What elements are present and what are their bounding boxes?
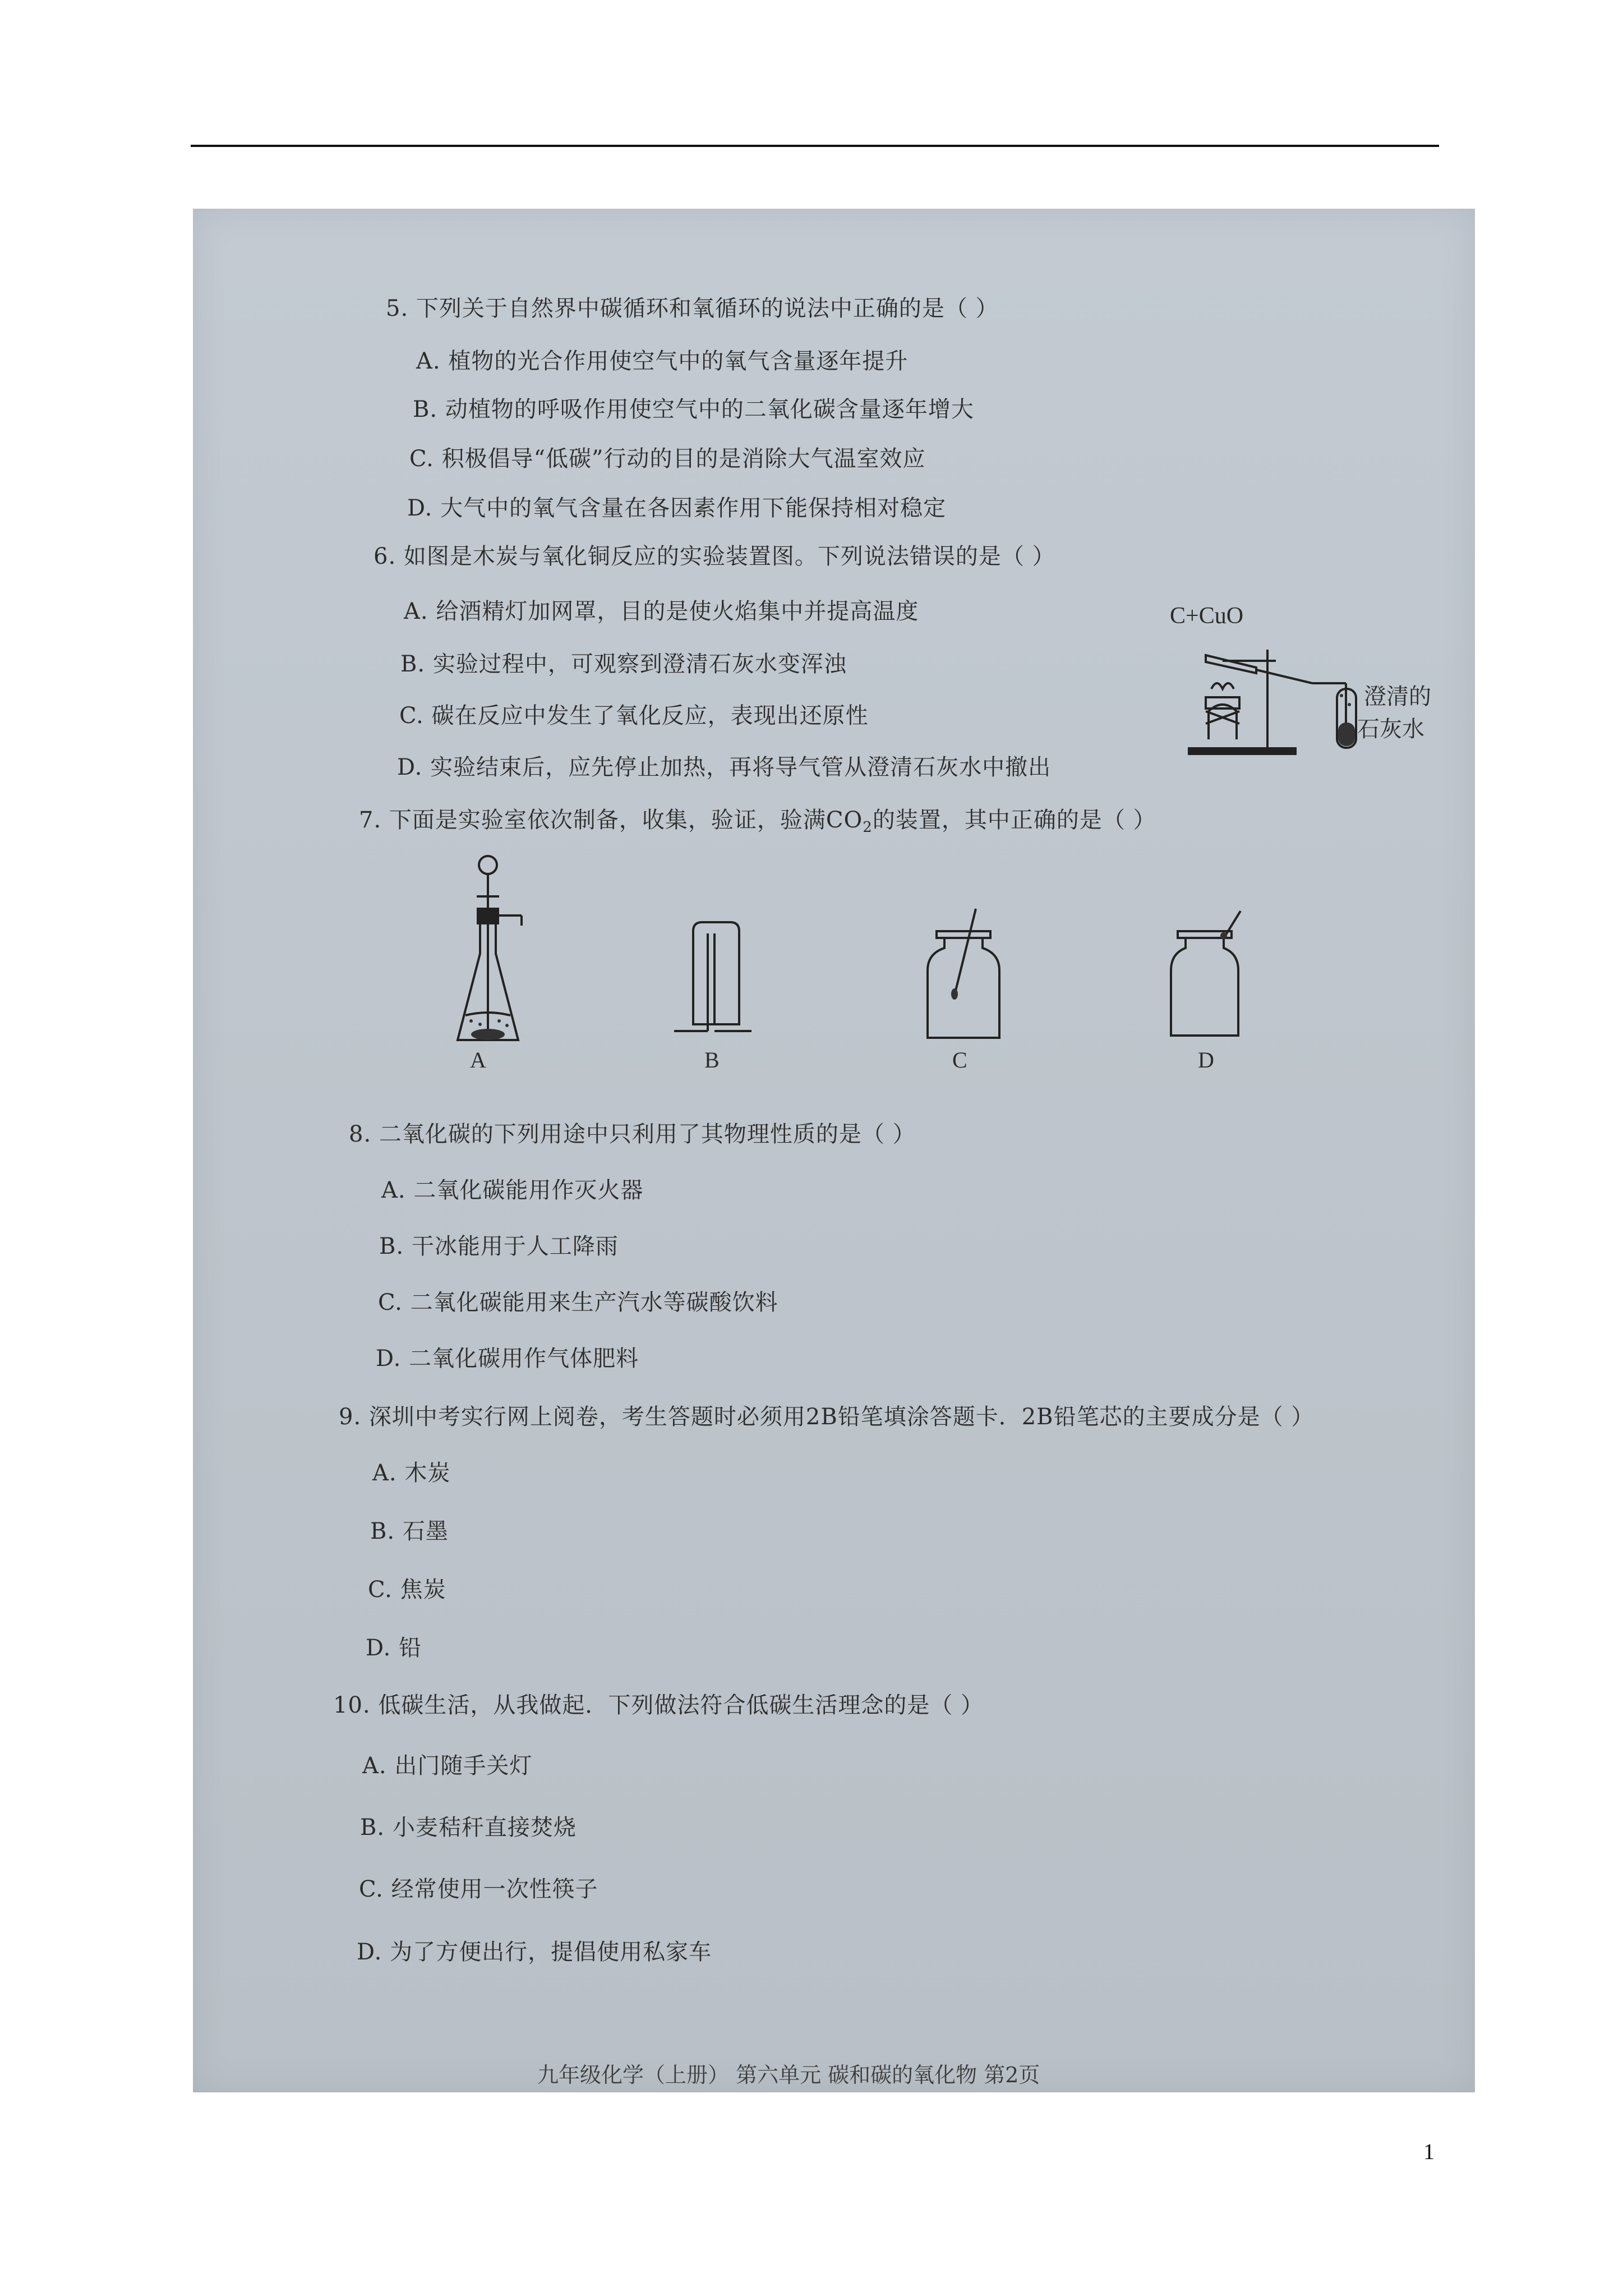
reactants-label: C+CuO [1170,603,1244,629]
apparatus-b-label: B [704,1047,720,1073]
question-8-option-b: B. 干冰能用于人工降雨 [379,1234,619,1259]
question-6-option-b: B. 实验过程中，可观察到澄清石灰水变浑浊 [400,651,847,677]
question-8-option-d: D. 二氧化碳用作气体肥料 [376,1346,639,1372]
question-8-stem: 8. 二氧化碳的下列用途中只利用了其物理性质的是（ ） [349,1121,916,1147]
question-9-option-c: C. 焦炭 [368,1577,446,1603]
question-10-option-c: C. 经常使用一次性筷子 [359,1876,598,1902]
question-5-stem: 5. 下列关于自然界中碳循环和氧循环的说法中正确的是（ ） [386,296,999,321]
question-7-subscript: 2 [863,819,873,836]
apparatus-d-bottle-with-splint-at-mouth [1163,903,1264,1043]
question-6-option-c: C. 碳在反应中发生了氧化反应，表现出还原性 [399,703,869,729]
question-5-option-c: C. 积极倡导“低碳”行动的目的是消除大气温室效应 [409,446,926,472]
question-7-stem-part2: 的装置，其中正确的是（ ） [872,807,1156,833]
header-rule [191,145,1439,147]
question-8-option-c: C. 二氧化碳能用来生产汽水等碳酸饮料 [378,1290,778,1315]
question-9-stem: 9. 深圳中考实行网上阅卷，考生答题时必须用2B铅笔填涂答题卡．2B铅笔芯的主要成分是（ ） [339,1404,1315,1430]
page-footer: 九年级化学（上册） 第六单元 碳和碳的氧化物 第2页 [537,2063,1040,2087]
question-9-option-d: D. 铅 [366,1635,422,1661]
question-10-stem: 10. 低碳生活，从我做起．下列做法符合低碳生活理念的是（ ） [333,1692,984,1718]
question-7-stem [359,802,1156,836]
question-5-option-a: A. 植物的光合作用使空气中的氧气含量逐年提升 [416,348,909,374]
question-5-option-b: B. 动植物的呼吸作用使空气中的二氧化碳含量逐年增大 [413,397,974,422]
question-10-option-b: B. 小麦秸秆直接焚烧 [360,1815,577,1841]
question-6-option-a: A. 给酒精灯加网罩，目的是使火焰集中并提高温度 [404,599,919,624]
apparatus-a-label: A [470,1047,486,1073]
apparatus-c-bottle-with-splint-inside [920,903,1009,1043]
page-number: 1 [1423,2139,1435,2164]
question-10-option-a: A. 出门随手关灯 [362,1753,533,1779]
question-7-stem-part1: 7. 下面是实验室依次制备，收集，验证，验满CO [359,807,863,833]
question-6-option-d: D. 实验结束后，应先停止加热，再将导气管从澄清石灰水中撤出 [397,754,1052,780]
apparatus-d-label: D [1198,1047,1214,1073]
apparatus-b-gas-collection-bottle [667,920,757,1043]
limewater-label-line1: 澄清的 [1364,684,1431,710]
apparatus-c-label: C [952,1047,967,1073]
question-10-option-d: D. 为了方便出行，提倡使用私家车 [357,1939,712,1965]
carbon-reduction-apparatus-figure [1166,599,1447,767]
apparatus-a-erlenmeyer-flask [449,853,538,1055]
question-6-stem: 6. 如图是木炭与氧化铜反应的实验装置图。下列说法错误的是（ ） [374,544,1055,569]
question-8-option-a: A. 二氧化碳能用作灭火器 [381,1177,644,1203]
limewater-label-line2: 石灰水 [1357,716,1424,742]
question-5-option-d: D. 大气中的氧气含量在各因素作用下能保持相对稳定 [407,495,947,521]
question-9-option-a: A. 木炭 [372,1460,451,1486]
question-9-option-b: B. 石墨 [370,1519,449,1544]
